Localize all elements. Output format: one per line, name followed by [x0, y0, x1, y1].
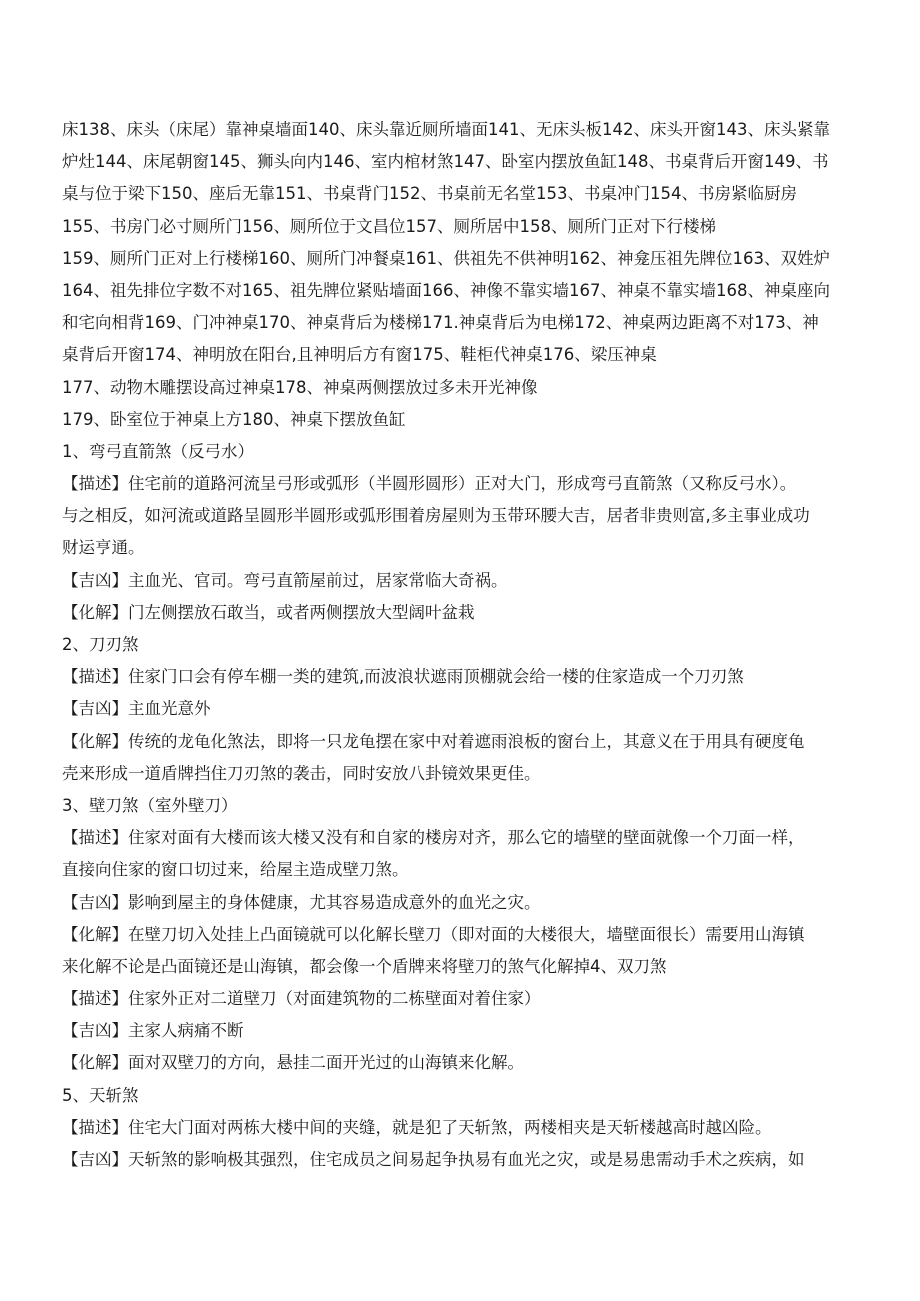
text-line: 【化解】在壁刀切入处挂上凸面镜就可以化解长壁刀（即对面的大楼很大，墙壁面很长）需要用山海镇: [62, 924, 805, 944]
section-heading: 3、壁刀煞（室外壁刀）: [62, 795, 238, 815]
section-heading: 5、天斩煞: [62, 1085, 139, 1105]
text-line: 直接向住家的窗口切过来，给屋主造成壁刀煞。: [62, 860, 409, 880]
section-heading: 2、刀刃煞: [62, 635, 139, 654]
text-line: 桌背后开窗174、神明放在阳台,且神明后方有窗175、鞋柜代神桌176、梁压神桌: [62, 345, 657, 365]
text-line: 【描述】住宅前的道路河流呈弓形或弧形（半圆形圆形）正对大门，形成弯弓直箭煞（又称反弓水）。: [62, 474, 797, 494]
text-line: 炉灶144、床尾朝窗145、狮头向内146、室内棺材煞147、卧室内摆放鱼缸148、书桌背后开窗149、书: [62, 152, 829, 172]
text-line: 【吉凶】主血光、官司。弯弓直箭屋前过，居家常临大奇祸。: [62, 570, 508, 590]
text-line: 【描述】住家对面有大楼而该大楼又没有和自家的楼房对齐，那么它的墙壁的壁面就像一个刀面一样，: [62, 828, 805, 848]
text-line: 【描述】住宅大门面对两栋大楼中间的夹缝，就是犯了天斩煞，两楼相夹是天斩楼越高时越凶险。: [62, 1117, 772, 1137]
text-line: 159、厕所门正对上行楼梯160、厕所门冲餐桌161、供祖先不供神明162、神龛压祖先牌位163、双姓炉: [62, 248, 830, 268]
text-line: 【吉凶】主家人病痛不断: [62, 1021, 244, 1041]
text-line: 【化解】门左侧摆放石敢当，或者两侧摆放大型阔叶盆栽: [62, 602, 475, 622]
text-line: 【吉凶】天斩煞的影响极其强烈，住宅成员之间易起争执易有血光之灾，或是易患需动手术之疾病，如: [62, 1150, 805, 1169]
text-line: 财运亨通。: [62, 538, 145, 558]
text-line: 【化解】面对双壁刀的方向，悬挂二面开光过的山海镇来化解。: [62, 1053, 524, 1073]
text-line: 床138、床头（床尾）靠神桌墙面140、床头靠近厕所墙面141、无床头板142、床头开窗143、床头紧靠: [62, 120, 830, 139]
document-body: [62, 114, 862, 1176]
text-line: 179、卧室位于神桌上方180、神桌下摆放鱼缸: [62, 409, 406, 429]
text-line: 155、书房门必寸厕所门156、厕所位于文昌位157、厕所居中158、厕所门正对下行楼梯: [62, 216, 716, 236]
text-line: 【描述】住家门口会有停车棚一类的建筑,而波浪状遮雨顶棚就会给一楼的住家造成一个刀刃煞: [62, 667, 744, 687]
text-line: 壳来形成一道盾牌挡住刀刃煞的袭击，同时安放八卦镜效果更佳。: [62, 763, 541, 783]
text-line: 【描述】住家外正对二道壁刀（对面建筑物的二栋壁面对着住家）: [62, 989, 541, 1009]
section-heading: 1、弯弓直箭煞（反弓水）: [62, 441, 254, 461]
text-line: 与之相反，如河流或道路呈圆形半圆形或弧形围着房屋则为玉带环腰大吉，居者非贵则富,多主事业成功: [62, 506, 810, 526]
text-line: 164、祖先排位字数不对165、祖先牌位紧贴墙面166、神像不靠实墙167、神桌不靠实墙168、神桌座向: [62, 280, 830, 300]
text-line: 177、动物木雕摆设高过神桌178、神桌两侧摆放过多未开光神像: [62, 377, 538, 397]
text-line: 和宅向相背169、门冲神桌170、神桌背后为楼梯171.神桌背后为电梯172、神桌两边距离不对173、神: [62, 313, 819, 333]
text-line: 【吉凶】影响到屋主的身体健康，尤其容易造成意外的血光之灾。: [62, 892, 541, 912]
text-line: 来化解不论是凸面镜还是山海镇，都会像一个盾牌来将壁刀的煞气化解掉4、双刀煞: [62, 956, 667, 976]
text-line: 【吉凶】主血光意外: [62, 699, 211, 719]
text-line: 桌与位于梁下150、座后无靠151、书桌背门152、书桌前无名堂153、书桌冲门154、书房紧临厨房: [62, 184, 797, 204]
text-line: 【化解】传统的龙龟化煞法，即将一只龙龟摆在家中对着遮雨浪板的窗台上，其意义在于用具有硬度龟: [62, 731, 805, 751]
